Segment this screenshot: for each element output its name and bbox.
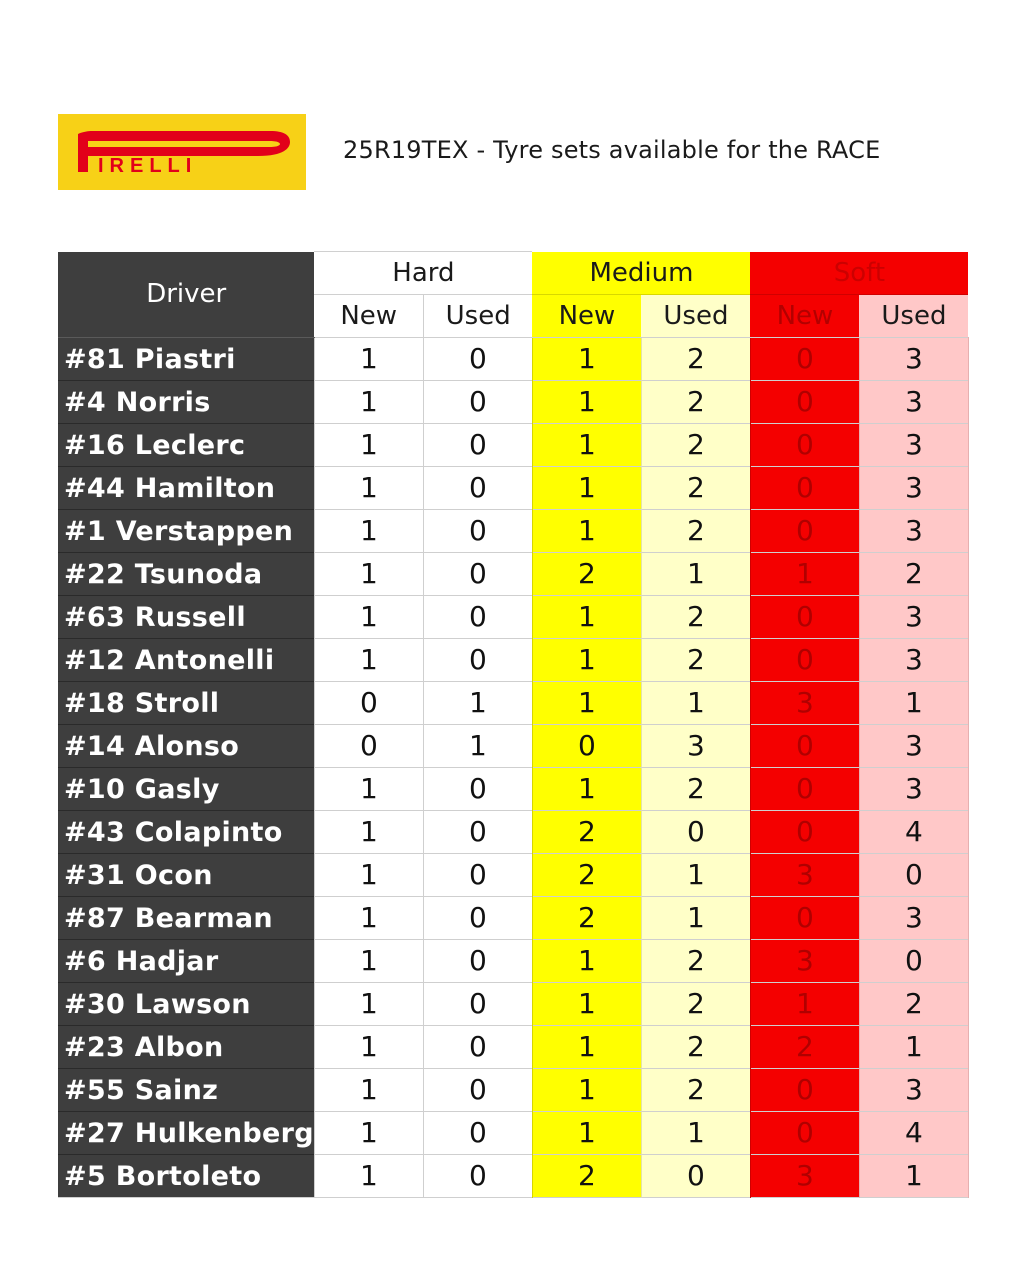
medium-used-cell: 2 — [641, 983, 750, 1026]
hard-used-header: Used — [423, 295, 532, 338]
table-row — [58, 1155, 968, 1198]
medium-new-cell: 1 — [532, 768, 641, 811]
medium-used-cell: 2 — [641, 381, 750, 424]
soft-used-cell: 2 — [859, 983, 968, 1026]
soft-used-cell: 3 — [859, 510, 968, 553]
driver-name-cell: #12 Antonelli — [58, 639, 314, 682]
medium-used-cell: 3 — [641, 725, 750, 768]
hard-used-cell: 0 — [423, 338, 532, 381]
hard-used-cell: 0 — [423, 553, 532, 596]
hard-new-cell: 1 — [314, 897, 423, 940]
table-row — [58, 381, 968, 424]
soft-new-cell: 0 — [750, 725, 859, 768]
driver-name-cell: #44 Hamilton — [58, 467, 314, 510]
soft-used-cell: 1 — [859, 1155, 968, 1198]
medium-new-cell: 1 — [532, 682, 641, 725]
table-row — [58, 768, 968, 811]
driver-name-cell: #87 Bearman — [58, 897, 314, 940]
driver-name-cell: #18 Stroll — [58, 682, 314, 725]
table-row — [58, 1112, 968, 1155]
soft-used-cell: 3 — [859, 1069, 968, 1112]
hard-used-cell: 1 — [423, 725, 532, 768]
medium-new-cell: 2 — [532, 553, 641, 596]
medium-used-cell: 2 — [641, 424, 750, 467]
hard-used-cell: 0 — [423, 381, 532, 424]
medium-used-header: Used — [641, 295, 750, 338]
table-row — [58, 338, 968, 381]
hard-new-cell: 1 — [314, 1026, 423, 1069]
medium-used-cell: 2 — [641, 768, 750, 811]
soft-used-cell: 3 — [859, 725, 968, 768]
pirelli-logo-mark — [58, 114, 306, 190]
soft-used-cell: 3 — [859, 467, 968, 510]
soft-used-cell: 3 — [859, 338, 968, 381]
table-row — [58, 682, 968, 725]
medium-new-cell: 2 — [532, 854, 641, 897]
medium-new-cell: 2 — [532, 811, 641, 854]
hard-new-cell: 1 — [314, 467, 423, 510]
hard-used-cell: 0 — [423, 940, 532, 983]
soft-used-cell: 3 — [859, 596, 968, 639]
medium-used-cell: 2 — [641, 1069, 750, 1112]
medium-new-cell: 2 — [532, 1155, 641, 1198]
soft-new-cell: 3 — [750, 682, 859, 725]
soft-new-cell: 0 — [750, 467, 859, 510]
driver-column-header: Driver — [58, 252, 314, 338]
soft-new-cell: 0 — [750, 596, 859, 639]
soft-used-cell: 3 — [859, 381, 968, 424]
hard-new-cell: 0 — [314, 725, 423, 768]
soft-used-cell: 4 — [859, 811, 968, 854]
driver-name-cell: #1 Verstappen — [58, 510, 314, 553]
soft-new-cell: 0 — [750, 424, 859, 467]
medium-new-cell: 1 — [532, 424, 641, 467]
soft-used-cell: 3 — [859, 768, 968, 811]
driver-name-cell: #23 Albon — [58, 1026, 314, 1069]
medium-new-cell: 1 — [532, 983, 641, 1026]
soft-used-cell: 2 — [859, 553, 968, 596]
table-row — [58, 424, 968, 467]
medium-new-cell: 1 — [532, 510, 641, 553]
medium-new-cell: 1 — [532, 940, 641, 983]
soft-new-cell: 0 — [750, 338, 859, 381]
medium-used-cell: 0 — [641, 811, 750, 854]
hard-new-cell: 1 — [314, 1069, 423, 1112]
table-row — [58, 596, 968, 639]
hard-used-cell: 0 — [423, 1026, 532, 1069]
driver-name-cell: #6 Hadjar — [58, 940, 314, 983]
soft-new-cell: 1 — [750, 983, 859, 1026]
soft-new-cell: 0 — [750, 381, 859, 424]
soft-new-cell: 0 — [750, 768, 859, 811]
hard-used-cell: 0 — [423, 1069, 532, 1112]
tyre-sets-table — [58, 251, 969, 1198]
soft-used-cell: 0 — [859, 854, 968, 897]
soft-used-cell: 3 — [859, 897, 968, 940]
driver-name-cell: #30 Lawson — [58, 983, 314, 1026]
hard-used-cell: 0 — [423, 897, 532, 940]
hard-used-cell: 0 — [423, 854, 532, 897]
medium-new-cell: 1 — [532, 1112, 641, 1155]
hard-used-cell: 0 — [423, 768, 532, 811]
soft-compound-header: Soft — [750, 252, 968, 295]
medium-new-cell: 0 — [532, 725, 641, 768]
hard-compound-header: Hard — [314, 252, 532, 295]
hard-new-header: New — [314, 295, 423, 338]
driver-name-cell: #5 Bortoleto — [58, 1155, 314, 1198]
medium-new-cell: 1 — [532, 639, 641, 682]
driver-name-cell: #27 Hulkenberg — [58, 1112, 314, 1155]
medium-new-cell: 1 — [532, 1069, 641, 1112]
medium-used-cell: 2 — [641, 940, 750, 983]
driver-name-cell: #22 Tsunoda — [58, 553, 314, 596]
medium-used-cell: 2 — [641, 510, 750, 553]
medium-used-cell: 1 — [641, 1112, 750, 1155]
soft-new-cell: 0 — [750, 510, 859, 553]
soft-new-cell: 3 — [750, 940, 859, 983]
medium-new-header: New — [532, 295, 641, 338]
soft-new-cell: 2 — [750, 1026, 859, 1069]
hard-new-cell: 1 — [314, 983, 423, 1026]
table-row — [58, 811, 968, 854]
driver-name-cell: #4 Norris — [58, 381, 314, 424]
hard-new-cell: 1 — [314, 381, 423, 424]
table-row — [58, 854, 968, 897]
logo-wordmark-text: IRELLI — [98, 155, 198, 177]
hard-used-cell: 0 — [423, 1112, 532, 1155]
hard-new-cell: 1 — [314, 424, 423, 467]
pirelli-logo — [58, 114, 306, 190]
driver-name-cell: #16 Leclerc — [58, 424, 314, 467]
driver-name-cell: #43 Colapinto — [58, 811, 314, 854]
hard-new-cell: 1 — [314, 596, 423, 639]
medium-new-cell: 1 — [532, 1026, 641, 1069]
hard-new-cell: 1 — [314, 940, 423, 983]
hard-used-cell: 0 — [423, 596, 532, 639]
hard-used-cell: 1 — [423, 682, 532, 725]
medium-new-cell: 1 — [532, 381, 641, 424]
table-row — [58, 467, 968, 510]
hard-new-cell: 0 — [314, 682, 423, 725]
table-row — [58, 940, 968, 983]
hard-new-cell: 1 — [314, 639, 423, 682]
soft-new-cell: 3 — [750, 854, 859, 897]
hard-used-cell: 0 — [423, 811, 532, 854]
driver-name-cell: #10 Gasly — [58, 768, 314, 811]
soft-new-cell: 1 — [750, 553, 859, 596]
hard-new-cell: 1 — [314, 553, 423, 596]
medium-used-cell: 1 — [641, 897, 750, 940]
hard-used-cell: 0 — [423, 510, 532, 553]
medium-used-cell: 0 — [641, 1155, 750, 1198]
table-row — [58, 553, 968, 596]
medium-used-cell: 2 — [641, 639, 750, 682]
soft-new-cell: 0 — [750, 811, 859, 854]
soft-used-cell: 1 — [859, 682, 968, 725]
hard-used-cell: 0 — [423, 983, 532, 1026]
hard-used-cell: 0 — [423, 639, 532, 682]
hard-used-cell: 0 — [423, 467, 532, 510]
hard-new-cell: 1 — [314, 768, 423, 811]
soft-new-header: New — [750, 295, 859, 338]
driver-name-cell: #31 Ocon — [58, 854, 314, 897]
hard-new-cell: 1 — [314, 854, 423, 897]
soft-new-cell: 0 — [750, 1069, 859, 1112]
medium-used-cell: 1 — [641, 682, 750, 725]
hard-new-cell: 1 — [314, 811, 423, 854]
table-row — [58, 639, 968, 682]
medium-used-cell: 1 — [641, 854, 750, 897]
table-row — [58, 510, 968, 553]
soft-used-cell: 3 — [859, 424, 968, 467]
driver-name-cell: #14 Alonso — [58, 725, 314, 768]
medium-used-cell: 2 — [641, 467, 750, 510]
hard-used-cell: 0 — [423, 424, 532, 467]
medium-used-cell: 1 — [641, 553, 750, 596]
driver-name-cell: #81 Piastri — [58, 338, 314, 381]
table-row — [58, 897, 968, 940]
table-row — [58, 725, 968, 768]
hard-new-cell: 1 — [314, 1112, 423, 1155]
table-row — [58, 1026, 968, 1069]
soft-used-cell: 1 — [859, 1026, 968, 1069]
driver-name-cell: #55 Sainz — [58, 1069, 314, 1112]
table-body — [58, 338, 968, 1198]
medium-new-cell: 1 — [532, 338, 641, 381]
medium-new-cell: 2 — [532, 897, 641, 940]
hard-new-cell: 1 — [314, 510, 423, 553]
soft-new-cell: 0 — [750, 897, 859, 940]
soft-new-cell: 3 — [750, 1155, 859, 1198]
medium-used-cell: 2 — [641, 1026, 750, 1069]
medium-used-cell: 2 — [641, 596, 750, 639]
document-title: 25R19TEX - Tyre sets available for the RACE — [343, 136, 881, 164]
medium-used-cell: 2 — [641, 338, 750, 381]
soft-used-cell: 0 — [859, 940, 968, 983]
table-row — [58, 1069, 968, 1112]
hard-new-cell: 1 — [314, 1155, 423, 1198]
hard-used-cell: 0 — [423, 1155, 532, 1198]
soft-new-cell: 0 — [750, 639, 859, 682]
soft-new-cell: 0 — [750, 1112, 859, 1155]
medium-compound-header: Medium — [532, 252, 750, 295]
driver-name-cell: #63 Russell — [58, 596, 314, 639]
table-row — [58, 983, 968, 1026]
soft-used-cell: 4 — [859, 1112, 968, 1155]
medium-new-cell: 1 — [532, 467, 641, 510]
hard-new-cell: 1 — [314, 338, 423, 381]
soft-used-header: Used — [859, 295, 968, 338]
soft-used-cell: 3 — [859, 639, 968, 682]
medium-new-cell: 1 — [532, 596, 641, 639]
